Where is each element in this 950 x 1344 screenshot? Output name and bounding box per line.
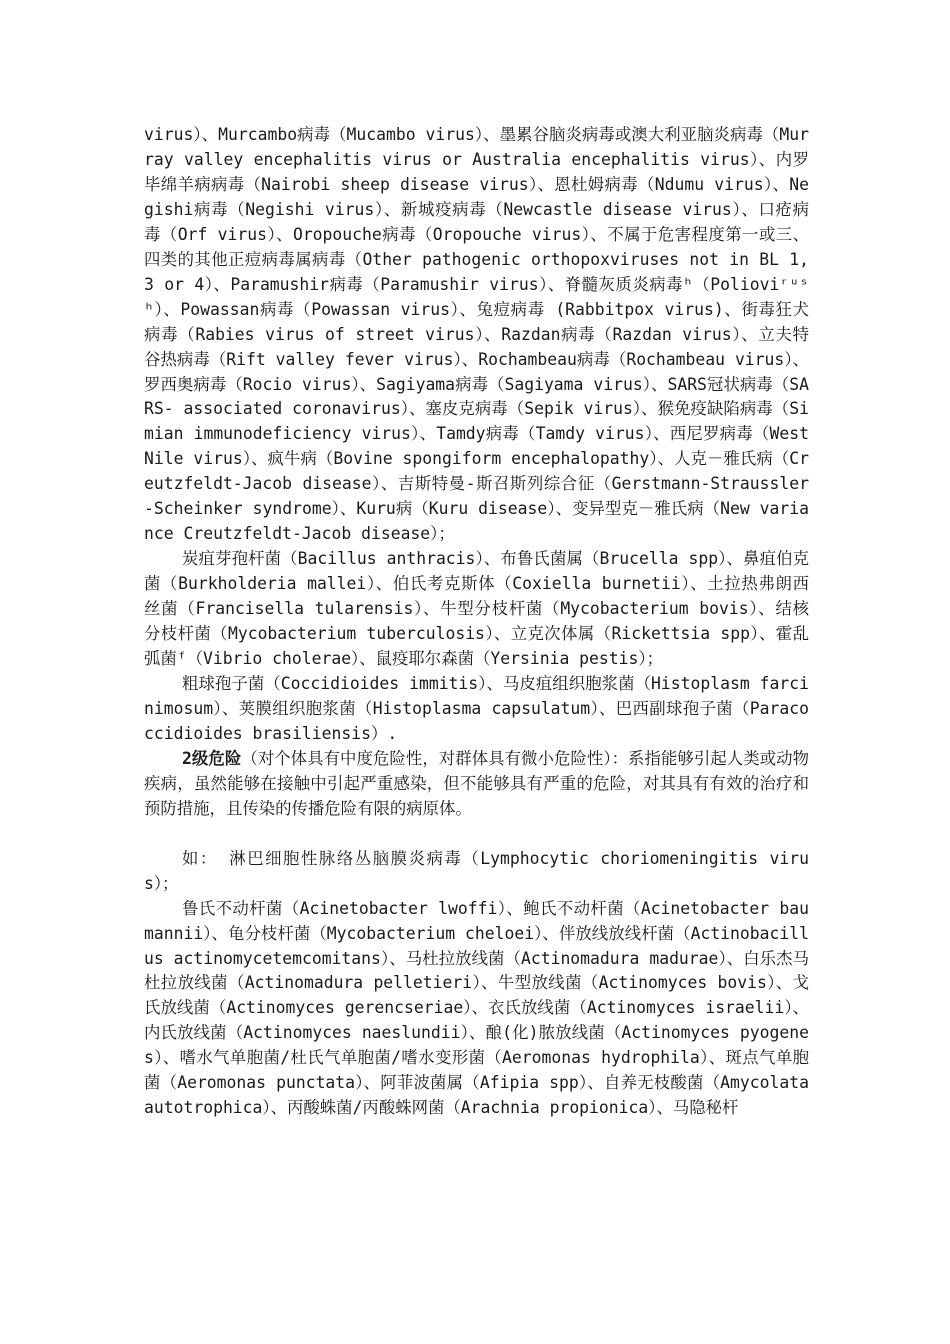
paragraph-level2-definition bbox=[144, 747, 809, 822]
paragraph-level2-bacteria: 鲁氏不动杆菌（Acinetobacter lwoffi）、鲍氏不动杆菌（Acinetobacter baumannii）、龟分枝杆菌（Mycobacterium cheloei）、伴放线放线杆菌（Actinobacillus actinomycetemcomitans）、马杜拉放线菌（Actinomadura madurae）、白乐杰马杜拉放线菌（Actinomadura pelletieri）、牛型放线菌（Actinomyces bovis）、戈氏放线菌（Actinomyces gerencseriae）、衣氏放线菌（Actinomyces israelii）、内氏放线菌（Actinomyces naeslundii）、酿(化)脓放线菌（Actinomyces pyogenes）、嗜水气单胞菌/杜氏气单胞菌/嗜水变形菌（Aeromonas hydrophila）、斑点气单胞菌（Aeromonas punctata）、阿菲波菌属（Afipia spp）、自养无枝酸菌（Amycolata autotrophica）、丙酸蛛菌/丙酸蛛网菌（Arachnia propionica）、马隐秘杆 bbox=[144, 898, 809, 1118]
document-body bbox=[144, 123, 809, 1121]
paragraph-level2-example-virus: 如： 淋巴细胞性脉络丛脑膜炎病毒（Lymphocytic choriomeningitis virus）； bbox=[144, 848, 809, 893]
paragraph-gap bbox=[144, 822, 809, 847]
level2-definition-text: （对个体具有中度危险性，对群体具有微小危险性）：系指能够引起人类或动物疾病，虽然能够在接触中引起严重感染，但不能够具有严重的危险，对其具有有效的治疗和预防措施，且传染的传播危险有限的病原体。 bbox=[144, 748, 809, 818]
paragraph-bl3-viruses-continued: virus）、Murcambo病毒（Mucambo virus）、墨累谷脑炎病毒或澳大利亚脑炎病毒（Murray valley encephalitis virus or Australia encephalitis virus）、内罗毕绵羊病病毒（Nairobi sheep disease virus）、恩杜姆病毒（Ndumu virus）、Negishi病毒（Negishi virus）、新城疫病毒（Newcastle disease virus）、口疮病毒（Orf virus）、Oropouche病毒（Oropouche virus）、不属于危害程度第一或三、四类的其他正痘病毒属病毒（Other pathogenic orthopoxviruses not in BL 1, 3 or 4）、Paramushir病毒（Paramushir virus）、脊髓灰质炎病毒ʰ（Polioviʳᵘˢʰ）、Powassan病毒（Powassan virus）、兔痘病毒 (Rabbitpox virus)、街毒狂犬病毒（Rabies virus of street virus）、Razdan病毒（Razdan virus）、立夫特谷热病毒（Rift valley fever virus）、Rochambeau病毒（Rochambeau virus）、罗西奥病毒（Rocio virus）、Sagiyama病毒（Sagiyama virus）、SARS冠状病毒（SARS- associated coronavirus）、塞皮克病毒（Sepik virus）、猴免疫缺陷病毒（Simian immunodeficiency virus）、Tamdy病毒（Tamdy virus）、西尼罗病毒（West Nile virus）、疯牛病（Bovine spongiform encephalopathy）、人克－雅氏病（Creutzfeldt-Jacob disease）、吉斯特曼-斯召斯列综合征（Gerstmann-Straussler-Scheinker syndrome）、Kuru病（Kuru disease）、变异型克－雅氏病（New variance Creutzfeldt-Jacob disease）； bbox=[144, 125, 809, 544]
level2-heading: 2级危险 bbox=[182, 748, 242, 768]
paragraph-bl3-fungi: 粗球孢子菌（Coccidioides immitis）、马皮疽组织胞浆菌（Histoplasm farcinimosum）、荚膜组织胞浆菌（Histoplasma capsulatum）、巴西副球孢子菌（Paracoccidioides brasiliensis）. bbox=[144, 673, 809, 743]
paragraph-bl3-bacteria: 炭疽芽孢杆菌（Bacillus anthracis）、布鲁氏菌属（Brucella spp）、鼻疽伯克菌（Burkholderia mallei）、伯氏考克斯体（Coxiella burnetii）、土拉热弗朗西丝菌（Francisella tularensis）、牛型分枝杆菌（Mycobacterium bovis）、结核分枝杆菌（Mycobacterium tuberculosis）、立克次体属（Rickettsia spp）、霍乱弧菌ᶠ（Vibrio cholerae）、鼠疫耶尔森菌（Yersinia pestis）； bbox=[144, 549, 809, 669]
